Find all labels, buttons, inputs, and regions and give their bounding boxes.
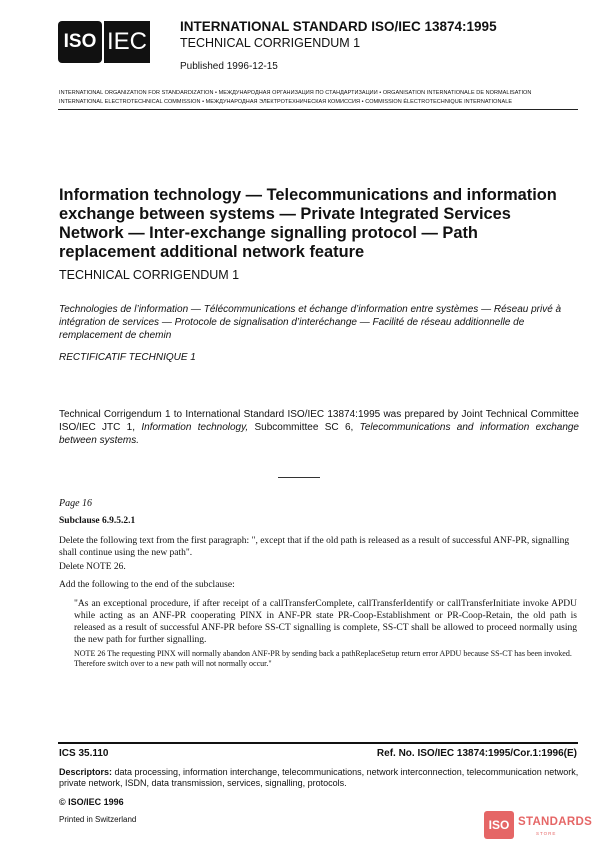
section-separator [278,477,320,478]
delete-text-instruction: Delete the following text from the first paragraph: ", except that if the old path is released as a result of successful ANF-PR, signalling shall continue using the new path". [59,536,570,558]
printed-in: Printed in Switzerland [59,815,137,824]
header-rule [58,109,578,110]
org-line-iec: INTERNATIONAL ELECTROTECHNICAL COMMISSION • МЕЖДУНАРОДНАЯ ЭЛЕКТРОТЕХНИЧЕСКАЯ КОМИССИЯ • COMMISSION ÉLECTROTECHNIQUE INTERNATIONALE [59,99,513,105]
iec-logo: IEC [104,21,150,63]
watermark-store: STORE [536,831,557,836]
note-26: NOTE 26 The requesting PINX will normally abandon ANF-PR by sending back a pathReplaceSetup return error APDU because SS-CT has been invoked. Therefore switch over to a new path will not normally occur." [74,649,572,668]
intro-italic-1: Information technology, [141,422,249,433]
org-line-iso: INTERNATIONAL ORGANIZATION FOR STANDARDIZATION • МЕЖДУНАРОДНАЯ ОРГАНИЗАЦИЯ ПО СТАНДАРТИЗАЦИИ • ORGANISATION INTERNATIONALE DE NORMALISATION [59,90,532,96]
delete-note-instruction: Delete NOTE 26. [59,562,126,572]
document-title: Information technology — Telecommunications and information exchange between systems — Private Integrated Services Network — Inter-exchange signalling protocol — Path replacement additional network feature [59,186,557,261]
copyright: © ISO/IEC 1996 [59,797,124,807]
add-instruction: Add the following to the end of the subclause: [59,580,235,590]
descriptors [59,767,585,789]
subclause-heading: Subclause 6.9.5.2.1 [59,516,136,526]
page-reference: Page 16 [59,498,93,509]
published-date: Published 1996-12-15 [180,61,278,72]
iso-logo: ISO [58,21,102,63]
standard-title: INTERNATIONAL STANDARD ISO/IEC 13874:1995 [180,19,497,34]
quoted-procedure: "As an exceptional procedure, if after receipt of a callTransferComplete, callTransferIdentify or callTransferInitiate invoke APDU while acting as an ANF-PR cooperating PINX in ANF-PR state PR-Coop-Establishment or PR-Coop-Retain, the old path is released as a result of successful ANF-PR before SS-CT signalling is complete, SS-CT shall be allowed to proceed normally using the new path for further signalling. [74,599,577,645]
watermark-iso-logo: ISO [484,811,514,839]
technical-corrigendum-label: TECHNICAL CORRIGENDUM 1 [59,268,240,282]
french-title: Technologies de l’information — Télécommunications et échange d’information entre systèmes — Réseau privé à intégration de services — Protocole de signalisation d’interéchange — Facilité de réseau additionnelle de remplacement de chemin [59,304,562,341]
descriptors-label: Descriptors: [59,767,113,777]
intro-text-2: Subcommittee SC 6, [248,422,360,433]
french-corrigendum-label: RECTIFICATIF TECHNIQUE 1 [59,352,196,363]
intro-italic-2: Telecommunications and information exchange between systems. [59,422,579,446]
descriptors-list: data processing, information interchange, telecommunications, network interconnection, telecommunication network, private network, ISDN, data transmission, services, signalling, protocols. [59,767,579,788]
intro-paragraph [59,408,579,447]
reference-number: Ref. No. ISO/IEC 13874:1995/Cor.1:1996(E) [376,748,577,759]
intro-text-1: Technical Corrigendum 1 to International Standard ISO/IEC 13874:1995 was prepared by Joint Technical Committee ISO/IEC JTC 1, [59,409,579,433]
footer-rule [58,742,578,744]
corrigendum-label: TECHNICAL CORRIGENDUM 1 [180,36,361,50]
ics-code: ICS 35.110 [59,748,109,759]
watermark-standards: STANDARDS [518,816,593,828]
